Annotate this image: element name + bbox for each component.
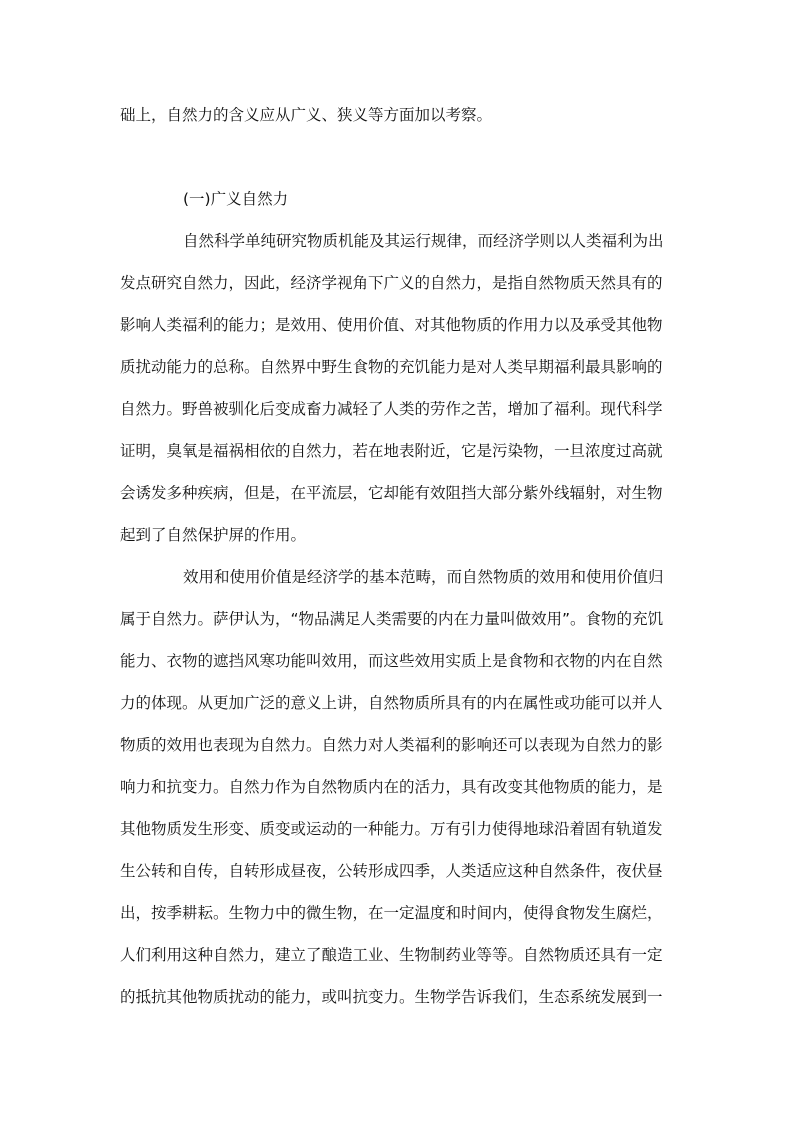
paragraph-line: 起到了自然保护屏的作用。: [120, 526, 307, 544]
paragraph-line: 础上，自然力的含义应从广义、狭义等方面加以考察。: [120, 106, 493, 124]
paragraph-line: 发点研究自然力，因此，经济学视角下广义的自然力，是指自然物质天然具有的: [120, 274, 663, 292]
paragraph-line: 的抵抗其他物质扰动的能力，或叫抗变力。生物学告诉我们，生态系统发展到一: [120, 988, 663, 1006]
paragraph-line: 人们利用这种自然力，建立了酿造工业、生物制药业等等。自然物质还具有一定: [120, 946, 663, 964]
paragraph-line: 效用和使用价值是经济学的基本范畴，而自然物质的效用和使用价值归: [183, 568, 664, 586]
paragraph-line: 出，按季耕耘。生物力中的微生物，在一定温度和时间内，使得食物发生腐烂，: [120, 904, 663, 922]
paragraph-line: 证明，臭氧是福祸相依的自然力，若在地表附近，它是污染物，一旦浓度过高就: [120, 442, 663, 460]
paragraph-line: 影响人类福利的能力；是效用、使用价值、对其他物质的作用力以及承受其他物: [120, 316, 663, 334]
paragraph-line: 其他物质发生形变、质变或运动的一种能力。万有引力使得地球沿着固有轨道发: [120, 820, 663, 838]
paragraph-line: 响力和抗变力。自然力作为自然物质内在的活力，具有改变其他物质的能力，是: [120, 778, 663, 796]
paragraph-line: 能力、衣物的遮挡风寒功能叫效用，而这些效用实质上是食物和衣物的内在自然: [120, 652, 663, 670]
paragraph-line: 属于自然力。萨伊认为，“物品满足人类需要的内在力量叫做效用”。食物的充饥: [120, 610, 664, 628]
section-heading: (一)广义自然力: [183, 190, 289, 208]
paragraph-line: 自然力。野兽被驯化后变成畜力减轻了人类的劳作之苦，增加了福利。现代科学: [120, 400, 663, 418]
paragraph-line: 质扰动能力的总称。自然界中野生食物的充饥能力是对人类早期福利最具影响的: [120, 358, 663, 376]
paragraph-line: 力的体现。从更加广泛的意义上讲，自然物质所具有的内在属性或功能可以并人: [120, 694, 663, 712]
paragraph-line: 会诱发多种疾病，但是，在平流层，它却能有效阻挡大部分紫外线辐射，对生物: [120, 484, 663, 502]
paragraph-line: 自然科学单纯研究物质机能及其运行规律，而经济学则以人类福利为出: [183, 232, 664, 250]
paragraph-line: 生公转和自传，自转形成昼夜，公转形成四季，人类适应这种自然条件，夜伏昼: [120, 862, 663, 880]
paragraph-line: 物质的效用也表现为自然力。自然力对人类福利的影响还可以表现为自然力的影: [120, 736, 663, 754]
